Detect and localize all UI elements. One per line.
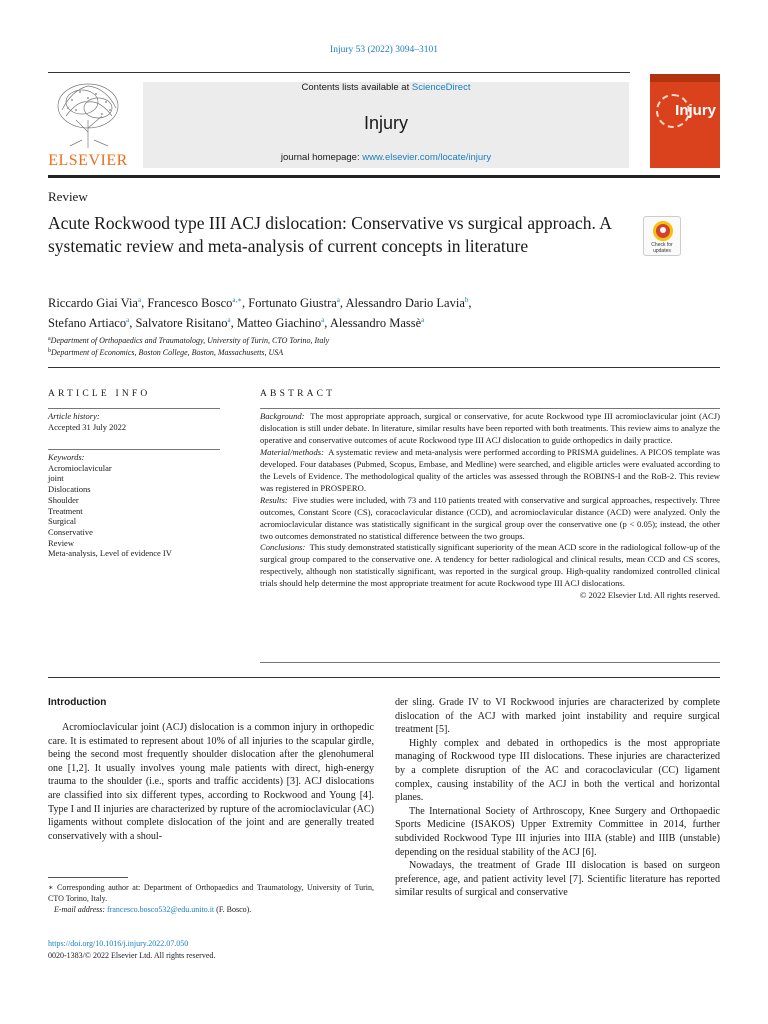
footnote	[48, 882, 374, 916]
crossmark-label: Check for updates	[651, 242, 673, 254]
footnote-rule	[48, 877, 128, 878]
elsevier-logo	[48, 80, 128, 170]
homepage-prefix: journal homepage:	[280, 152, 363, 163]
author-affil-marker[interactable]: a	[137, 296, 142, 304]
email-suffix: (F. Bosco).	[214, 905, 252, 915]
keyword: Dislocations	[48, 484, 91, 495]
journal-cover	[650, 74, 720, 168]
author[interactable]: Stefano Artiaco	[48, 316, 127, 330]
article-type: Review	[48, 189, 88, 204]
abstract-label: Results:	[260, 494, 288, 505]
author-affil-marker[interactable]: a	[321, 316, 325, 324]
section-rule	[48, 367, 720, 368]
cover-title: Injury	[675, 102, 716, 119]
email-link[interactable]: francesco.bosco532@edu.unito.it	[107, 905, 215, 915]
introduction-heading: Introduction	[48, 697, 107, 708]
affil-marker: a	[48, 336, 51, 342]
corresponding-author-note: ∗ Corresponding author at: Department of Orthopaedics and Traumatology, University of Turin, CTO Torino, Italy.	[48, 883, 374, 904]
author[interactable]: Salvatore Risitano	[135, 316, 228, 330]
journal-homepage	[143, 152, 629, 163]
article-info-rule	[48, 408, 220, 409]
history-label: Article history:	[48, 411, 100, 421]
affiliation-a	[48, 334, 329, 346]
cover-bar	[650, 74, 720, 82]
abstract-rule-bottom	[260, 662, 720, 663]
author-affil-marker[interactable]: a	[227, 316, 231, 324]
keyword: Shoulder	[48, 494, 79, 505]
affil-text: Department of Orthopaedics and Traumatology, University of Turin, CTO Torino, Italy	[50, 336, 330, 345]
doi-block	[48, 938, 215, 962]
keyword: Surgical	[48, 516, 77, 527]
author-list: Riccardo Giai Via$^a$, Francesco Bosco$^{a,∗}$, Fortunato Giustra$^a$, Alessandro Dario Lavia$^b$, Stefano Artiaco$^a$, Salvatore Risitano$^a$, Matteo Giachino$^a$, Alessandro Massè$^a$	[48, 296, 472, 330]
abstract-methods	[260, 447, 720, 495]
author[interactable]: Matteo Giachino	[236, 316, 322, 330]
sciencedirect-link[interactable]: ScienceDirect	[411, 82, 471, 93]
affil-marker: b	[48, 348, 51, 354]
keyword: Review	[48, 537, 74, 548]
journal-name: Injury	[363, 113, 408, 133]
keyword: Treatment	[48, 505, 83, 516]
abstract-text: The most appropriate approach, surgical or conservative, for acute Rockwood type III acromioclavicular joint (ACJ) dislocation is still under debate. In literature, similar results have been reported with both treatments. This review aims to analyze the operative and conservative outcomes of acute Rockwood type III ACJ dislocation to guide orthopedics in daily practice.	[260, 411, 720, 445]
author-affil-marker[interactable]: a	[126, 316, 130, 324]
homepage-link[interactable]: www.elsevier.com/locate/injury	[362, 152, 492, 163]
abstract-body	[260, 411, 720, 602]
keyword: Conservative	[48, 526, 93, 537]
abstract-text: This study demonstrated statistically significant superiority of the mean ACD score in the radiological follow-up of the surgical group compared to the conservative one. A tendency for better radiological and clinical results, mean CCD and CS scores, respectively, although non statistically significant, was reported in the surgical group. High-quality randomized controlled clinical trials should help determine the most appropriate treatment for acute Rockwood type III ACJ dislocations.	[260, 542, 720, 589]
elsevier-wordmark: ELSEVIER	[48, 152, 128, 169]
keywords-block	[48, 452, 220, 559]
author-affil-marker[interactable]: a	[421, 316, 425, 324]
crossmark-icon	[653, 221, 673, 241]
crossmark-badge[interactable]	[643, 216, 681, 256]
keyword: Meta-analysis, Level of evidence IV	[48, 548, 172, 559]
author-affil-marker[interactable]: b	[464, 296, 469, 304]
affiliation-b	[48, 346, 329, 358]
article-title: Acute Rockwood type III ACJ dislocation: Conservative vs surgical approach. A systematic review and meta-analysis of current concepts in literature	[48, 213, 611, 256]
body-paragraph: Nowadays, the treatment of Grade III dislocation is based on surgeon preference, age, and patient activity level [7]. Scientific literature has reported similar results of surgical and conservative	[395, 860, 720, 899]
author[interactable]: Fortunato Giustra	[248, 296, 337, 310]
abstract-label: Material/methods:	[260, 446, 324, 457]
author[interactable]: Francesco Bosco	[147, 296, 233, 310]
journal-citation[interactable]: Injury 53 (2022) 3094–3101	[330, 45, 438, 55]
email-label: E-mail address:	[54, 905, 106, 915]
abstract-conclusions	[260, 542, 720, 590]
doi-link[interactable]: https://doi.org/10.1016/j.injury.2022.07.050	[48, 939, 189, 948]
header-rule-thick	[48, 175, 720, 178]
body-paragraph: Highly complex and debated in orthopedics is the most appropriate managing of Rockwood type III dislocations. These injuries are characterized by a complete disruption of the AC and coracoclavicular (CC) ligament complex, causing instability of the ACJ in both the vertical and horizontal planes.	[395, 737, 720, 804]
body-paragraph: The International Society of Arthroscopy, Knee Surgery and Orthopaedic Sports Medicine (ISAKOS) Upper Extremity Committee in 2014, further subdivided Rockwood Type III injuries into IIIA (stable) and IIIB (unstable) depending on the residual stability of the ACJ [6].	[395, 805, 720, 858]
body-right-column	[395, 696, 720, 900]
email-note	[48, 904, 374, 915]
abstract-background	[260, 411, 720, 447]
header-rule	[48, 72, 630, 73]
article-history	[48, 411, 220, 432]
accepted-date: Accepted 31 July 2022	[48, 421, 127, 432]
keyword: Acromioclavicular	[48, 462, 112, 473]
abstract-copyright: © 2022 Elsevier Ltd. All rights reserved.	[579, 590, 720, 601]
contents-prefix: Contents lists available at	[301, 82, 412, 93]
body-paragraph: der sling. Grade IV to VI Rockwood injuries are characterized by complete dislocation of the ACJ with marked joint instability and require surgical treatment [5].	[395, 697, 720, 736]
abstract-label: Background:	[260, 411, 305, 421]
issn-copyright: 0020-1383/© 2022 Elsevier Ltd. All rights reserved.	[48, 951, 216, 960]
abstract-rule	[260, 408, 720, 409]
keyword: joint	[48, 473, 64, 484]
body-paragraph: Acromioclavicular joint (ACJ) dislocation is a common injury in orthopedic care. It is estimated to represent about 10% of all injuries to the scapular girdle, being the second most frequently shoulder dislocation after the glenohumeral one [1,2]. It usually involves young male patients with direct, high-energy trauma to the shoulder (i.e., sports and traffic accidents) [3]. ACJ dislocations are classified into six different types, according to Rockwood and Young [4]. Type I and II injuries are characterized by rupture of the acromioclavicular (AC) ligaments without complete dislocation of the joint and are generally treated conservatively with a shoul-	[48, 722, 374, 842]
author[interactable]: Alessandro Massè	[329, 316, 422, 330]
keywords-label: Keywords:	[48, 452, 85, 462]
affil-text: Department of Economics, Boston College, Boston, Massachusetts, USA	[51, 348, 284, 357]
article-info-heading: ARTICLE INFO	[48, 389, 151, 399]
abstract-text: Five studies were included, with 73 and 110 patients treated with conservative and surgical approaches, respectively. Three outcomes, Constant Score (CS), coracoclavicular distance (CCD), and acromioclavicular distance (ACD) were analyzed. Only the acromioclavicular distance was statistically significant in the surgical group over the conservative one (p < 0.05); instead, the other two outcomes demonstrated no statistical difference between the two groups.	[260, 494, 720, 541]
abstract-results	[260, 495, 720, 543]
abstract-text: A systematic review and meta-analysis were performed according to PRISMA guidelines. A PICOS template was developed. Four databases (Pubmed, Scopus, Embase, and Medline) were searched, and eligible articles were evaluated according to the Levels of Evidence. The methodological quality of the articles was assessed through the ROBINS-I and the RoB-2. This review was registered in PROSPERO.	[260, 446, 720, 493]
abstract-label: Conclusions:	[260, 542, 306, 553]
author-affil-marker[interactable]: a,∗	[232, 296, 242, 304]
keywords-rule	[48, 449, 220, 450]
author[interactable]: Riccardo Giai Via	[48, 296, 138, 310]
author-affil-marker[interactable]: a	[336, 296, 340, 304]
author[interactable]: Alessandro Dario Lavia	[345, 296, 465, 310]
body-left-column	[48, 721, 374, 843]
abstract-heading: ABSTRACT	[260, 389, 336, 399]
affiliations	[48, 334, 329, 358]
contents-available	[143, 82, 629, 93]
body-rule	[48, 677, 720, 678]
elsevier-tree-icon	[52, 80, 124, 150]
